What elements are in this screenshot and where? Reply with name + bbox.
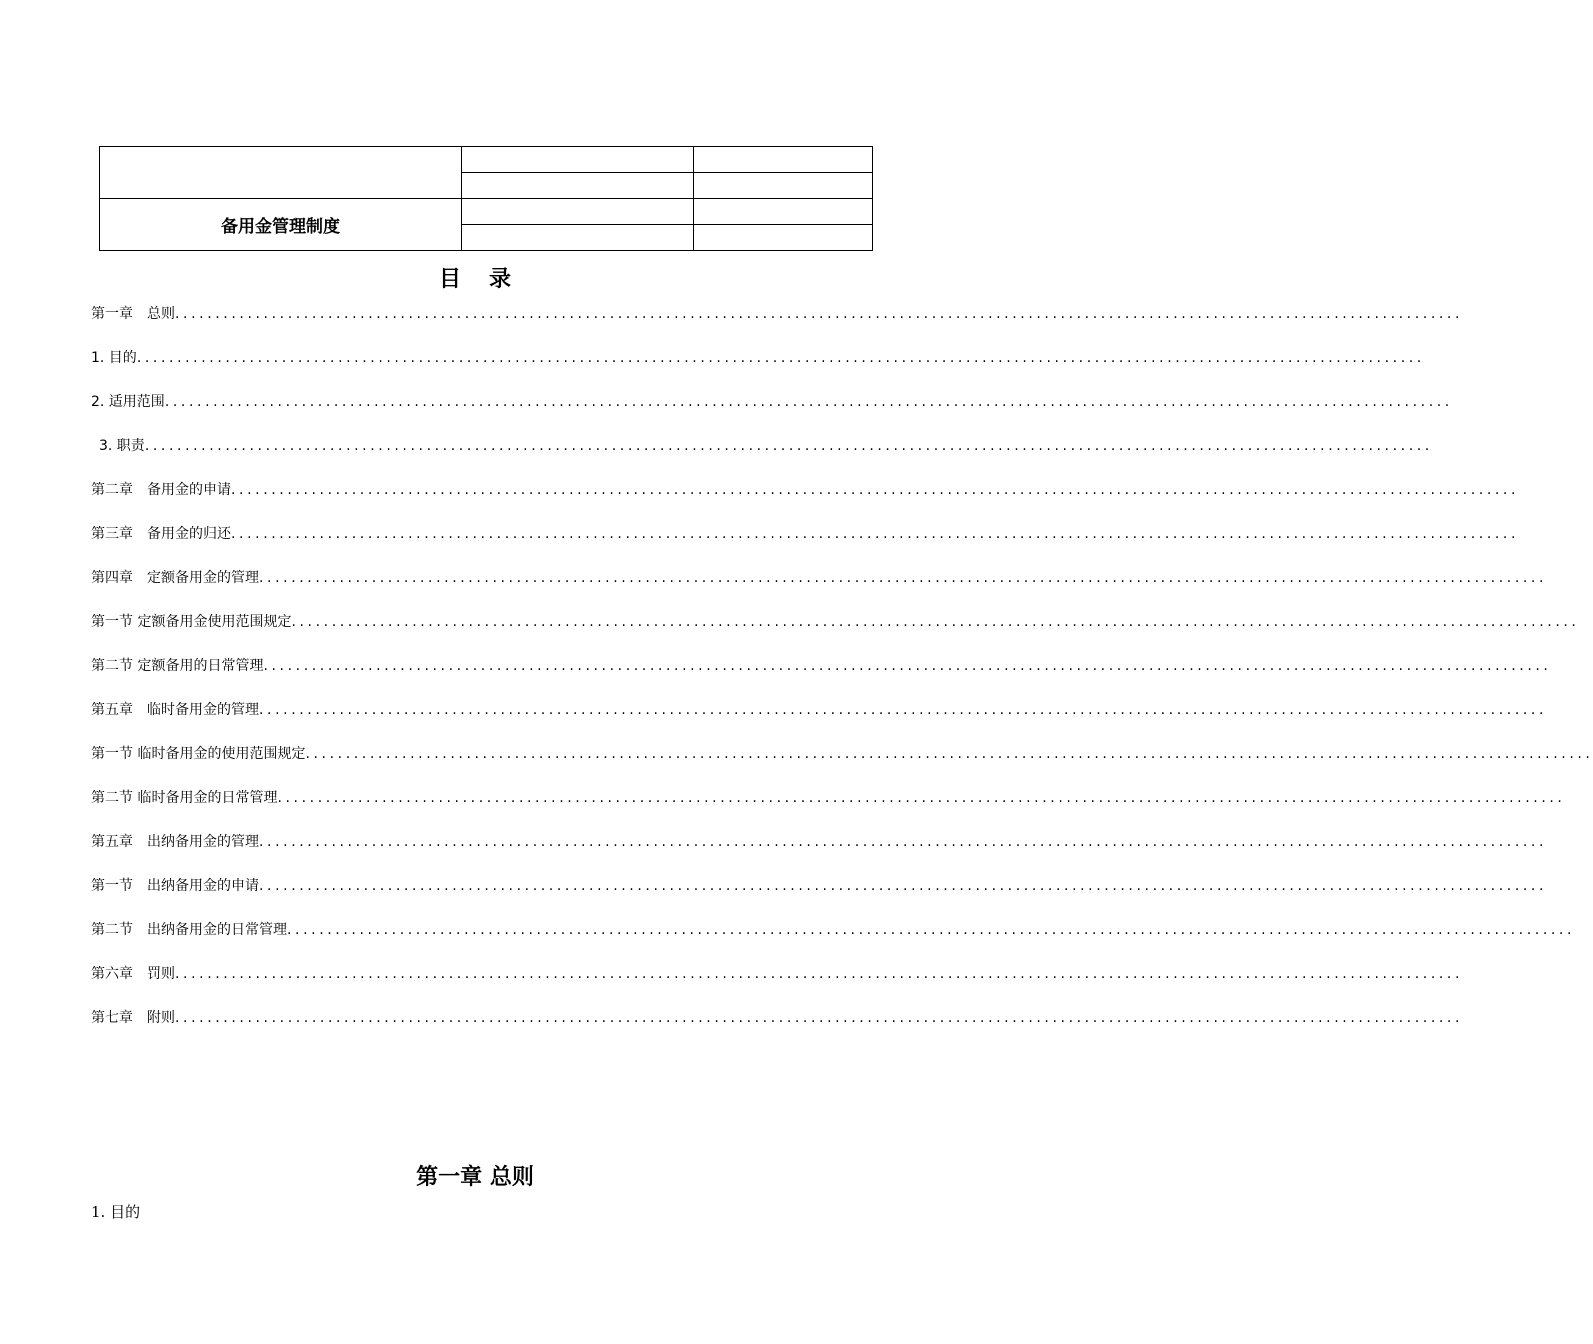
toc-entry-label: 第五章 出纳备用金的管理: [91, 834, 259, 850]
toc-entry-label: 1. 目的: [91, 350, 137, 366]
toc-entry[interactable]: [91, 524, 1520, 544]
toc-dot-leader: ................................................................................................................................................................: [277, 790, 1566, 806]
toc-entry[interactable]: [91, 304, 1464, 324]
section-heading: 1. 目的: [91, 1203, 141, 1221]
toc-dot-leader: ................................................................................................................................................................: [259, 702, 1548, 718]
toc-entry[interactable]: [91, 568, 1548, 588]
toc-dot-leader: ................................................................................................................................................................: [291, 614, 1580, 630]
toc-dot-leader: ................................................................................................................................................................: [144, 438, 1433, 454]
toc-entry[interactable]: [91, 612, 1580, 632]
toc-entry[interactable]: [91, 480, 1520, 500]
toc-entry-label: 第五章 临时备用金的管理: [91, 702, 259, 718]
toc-entry-label: 第一节 临时备用金的使用范围规定: [91, 746, 306, 762]
toc-entry[interactable]: [91, 832, 1548, 852]
toc-dot-leader: ................................................................................................................................................................: [175, 1010, 1464, 1026]
toc-entry[interactable]: [91, 876, 1548, 896]
toc-entry[interactable]: [91, 964, 1464, 984]
toc-entry-label: 第一节 定额备用金使用范围规定: [91, 614, 292, 630]
toc-entry[interactable]: [91, 788, 1566, 808]
toc-dot-leader: ................................................................................................................................................................: [259, 878, 1548, 894]
toc-dot-leader: ................................................................................................................................................................: [263, 658, 1552, 674]
toc-entry[interactable]: [91, 1008, 1464, 1028]
toc-entry-label: 第三章 备用金的归还: [91, 526, 231, 542]
toc-entry[interactable]: [99, 436, 1433, 456]
toc-entry-label: 第二节 临时备用金的日常管理: [91, 790, 278, 806]
toc-entry[interactable]: [91, 392, 1453, 412]
toc-entry[interactable]: [91, 744, 1593, 764]
document-header-table: [99, 146, 873, 251]
toc-entry[interactable]: [91, 700, 1548, 720]
toc-entry-label: 2. 适用范围: [91, 394, 165, 410]
toc-dot-leader: ................................................................................................................................................................: [175, 306, 1464, 322]
toc-dot-leader: ................................................................................................................................................................: [305, 746, 1593, 762]
toc-entry-label: 第二章 备用金的申请: [91, 482, 231, 498]
toc-entry-label: 第六章 罚则: [91, 966, 175, 982]
toc-entry-label: 第七章 附则: [91, 1010, 175, 1026]
toc-entry-label: 3. 职责: [99, 438, 145, 454]
header-cell: [694, 225, 873, 251]
header-cell: [462, 147, 694, 173]
toc-entry[interactable]: [91, 656, 1552, 676]
toc-dot-leader: ................................................................................................................................................................: [164, 394, 1453, 410]
toc-dot-leader: ................................................................................................................................................................: [175, 966, 1464, 982]
chapter-heading: 第一章 总则: [416, 1165, 534, 1190]
header-cell: [694, 199, 873, 225]
header-blank-cell: [100, 147, 462, 199]
toc-entry-label: 第二节 定额备用的日常管理: [91, 658, 264, 674]
header-cell: [462, 199, 694, 225]
toc-entry-label: 第一章 总则: [91, 306, 175, 322]
toc-dot-leader: ................................................................................................................................................................: [231, 526, 1520, 542]
document-title: 备用金管理制度: [100, 199, 462, 251]
toc-entry[interactable]: [91, 920, 1576, 940]
toc-entry-label: 第一节 出纳备用金的申请: [91, 878, 259, 894]
header-cell: [462, 173, 694, 199]
toc-dot-leader: ................................................................................................................................................................: [136, 350, 1425, 366]
toc-dot-leader: ................................................................................................................................................................: [231, 482, 1520, 498]
toc-dot-leader: ................................................................................................................................................................: [259, 834, 1548, 850]
toc-dot-leader: ................................................................................................................................................................: [259, 570, 1548, 586]
toc-title: 目录: [438, 267, 539, 292]
header-cell: [694, 173, 873, 199]
header-cell: [694, 147, 873, 173]
toc-entry-label: 第二节 出纳备用金的日常管理: [91, 922, 287, 938]
toc-entry[interactable]: [91, 348, 1425, 368]
toc-entry-label: 第四章 定额备用金的管理: [91, 570, 259, 586]
header-cell: [462, 225, 694, 251]
toc-dot-leader: ................................................................................................................................................................: [287, 922, 1576, 938]
